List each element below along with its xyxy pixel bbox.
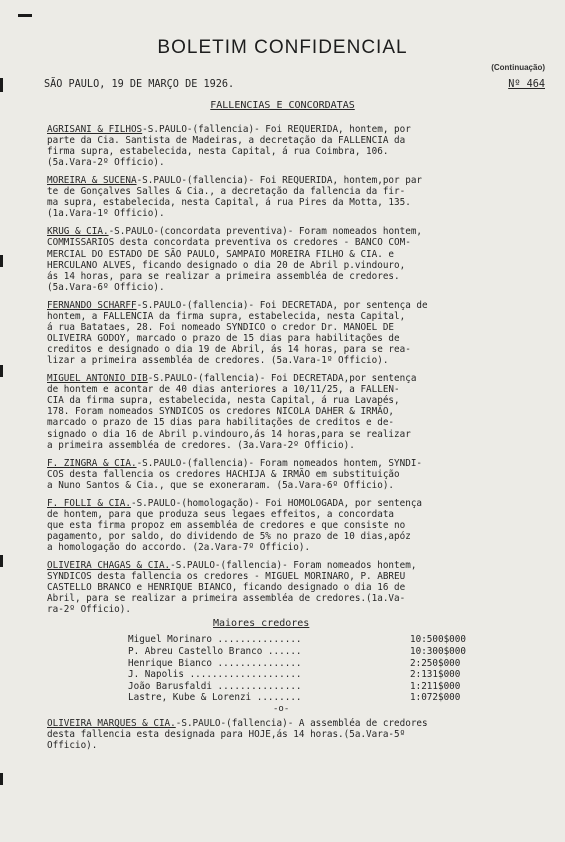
margin-mark xyxy=(0,773,3,785)
creditor-amount: 2:250$000 xyxy=(410,657,461,669)
entry xyxy=(47,175,557,219)
entry-text: Officio). xyxy=(47,740,98,752)
creditor-amount: 2:131$000 xyxy=(410,669,461,681)
section-title: FALLENCIAS E CONCORDATAS xyxy=(210,100,355,111)
entry-text: ás 14 horas, para se realizar a primeira assembléa de credores. xyxy=(47,270,400,282)
creditors-table xyxy=(47,634,557,704)
creditor-row xyxy=(47,669,557,681)
creditors-heading: Maiores credores xyxy=(213,618,310,630)
entry xyxy=(47,560,557,615)
firm-name: F. FOLLI & CIA. xyxy=(47,497,131,509)
creditor-row xyxy=(47,681,557,693)
entry-text: te de Gonçalves Salles & Cia., a decretação da fallencia da fir- xyxy=(47,186,406,198)
creditor-row xyxy=(47,634,557,646)
entry-text: a Nuno Santos & Cia., que se exoneraram. (5a.Vara-6º Officio). xyxy=(47,479,395,491)
entry-text: pagamento, por saldo, do dividendo de 5% no prazo de 10 dias,apóz xyxy=(47,530,411,542)
entry-text: de hontem, para que produza seus legaes effeitos, a concordata xyxy=(47,508,395,520)
creditor-amount: 1:072$000 xyxy=(410,692,461,704)
creditor-row xyxy=(47,692,557,704)
entry-text: á rua Batataes, 28. Foi nomeado SYNDICO o credor Dr. MANOEL DE xyxy=(47,321,395,333)
entry-text: firma supra, estabelecida, nesta Capital, á rua Coimbra, 106. xyxy=(47,146,389,158)
entry xyxy=(47,373,557,451)
document-title: BOLETIM CONFIDENCIAL xyxy=(157,37,408,58)
entry-text: (1a.Vara-1º Officio). xyxy=(47,208,165,220)
entry-text: HERCULANO ALVES, ficando designado o dia 20 de Abril p.vindouro, xyxy=(47,259,406,271)
creditor-amount: 10:500$000 xyxy=(410,634,466,646)
entry-text: -S.PAULO-(concordata preventiva)- Foram nomeados hontem, xyxy=(108,226,423,238)
entry-text: que esta firma propoz em assembléa de credores e que consiste no xyxy=(47,519,406,531)
margin-mark xyxy=(0,365,3,377)
entry-text: -S.PAULO-(fallencia)- Foi REQUERIDA, hontem,por par xyxy=(136,175,423,187)
entry xyxy=(47,498,557,553)
creditor-row xyxy=(47,658,557,670)
entry-text: marcado o prazo de 15 dias para habilitações de creditos e de- xyxy=(47,417,395,429)
entry xyxy=(47,718,557,751)
entry xyxy=(47,124,557,168)
firm-name: MOREIRA & SUCENA xyxy=(47,175,137,187)
entry-text: ma supra, estabelecida, nesta Capital, á rua Pires da Motta, 135. xyxy=(47,197,411,209)
creditor-name: P. Abreu Castello Branco ...... xyxy=(128,645,302,657)
entry-text: -S.PAULO-(homologação)- Foi HOMOLOGADA, por sentença xyxy=(130,497,423,509)
entry-text: 178. Foram nomeados SYNDICOS os credores NICOLA DAHER & IRMÃO, xyxy=(47,406,395,418)
margin-mark xyxy=(0,555,3,567)
creditor-row xyxy=(47,646,557,658)
entry-text: (5a.Vara-2º Officio). xyxy=(47,157,165,169)
entry-text: COMMISSARIOS desta concordata preventiva os credores - BANCO COM- xyxy=(47,237,411,249)
entry-text: MERCIAL DO ESTADO DE SÃO PAULO, SAMPAIO MOREIRA FILHO & CIA. e xyxy=(47,248,395,260)
entry-text: parte da Cia. Santista de Madeiras, a decretação da FALLENCIA da xyxy=(47,135,406,147)
creditor-amount: 1:211$000 xyxy=(410,680,461,692)
creditor-name: Miguel Morinaro ............... xyxy=(128,634,302,646)
margin-mark xyxy=(0,78,3,92)
firm-name: OLIVEIRA MARQUES & CIA. xyxy=(47,717,176,729)
margin-mark xyxy=(0,255,3,267)
entry xyxy=(47,226,557,293)
entry-text: ra-2º Officio). xyxy=(47,604,131,616)
place-date: SÃO PAULO, 19 DE MARÇO DE 1926. xyxy=(44,79,235,90)
entry-text: SYNDICOS desta fallencia os credores - MIGUEL MORINARO, P. ABREU xyxy=(47,570,406,582)
entry-text: -S.PAULO-(fallencia)- Foi DECRETADA,por sentença xyxy=(147,373,417,385)
entry-text: -S.PAULO-(fallencia)- Foram nomeados hontem, xyxy=(170,559,417,571)
entry xyxy=(47,458,557,491)
entry-text: lizar a primeira assembléa de credores. (5a.Vara-1º Officio). xyxy=(47,355,389,367)
creditor-name: J. Napolis .................... xyxy=(128,669,302,681)
entry-text: a homologação do accordo. (2a.Vara-7º Officio). xyxy=(47,541,311,553)
entry-text: signado o dia 16 de Abril p.vindouro,ás 14 horas,para se realizar xyxy=(47,428,411,440)
entry-text: CIA da firma supra, estabelecida, nesta Capital, á rua Lavapés, xyxy=(47,395,400,407)
entry-text: -S.PAULO-(fallencia)- A assembléa de credores xyxy=(175,717,428,729)
entries-list xyxy=(47,124,557,758)
continuation-label: (Continuação) xyxy=(491,63,545,72)
creditor-name: João Barusfaldi ............... xyxy=(128,680,302,692)
entry-text: -S.PAULO-(fallencia)- Foi DECRETADA, por sentença de xyxy=(136,299,428,311)
creditor-name: Henrique Bianco ............... xyxy=(128,657,302,669)
punch-hole-mark xyxy=(18,14,32,17)
separator: -o- xyxy=(273,703,290,714)
entry-text: a primeira assembléa de credores. (3a.Vara-2º Officio). xyxy=(47,439,355,451)
entry-text: -S.PAULO-(fallencia)- Foram nomeados hontem, SYNDI- xyxy=(136,457,423,469)
bulletin-number: Nº 464 xyxy=(508,79,545,90)
entry xyxy=(47,300,557,367)
entry-text: OLIVEIRA GODOY, marcado o prazo de 15 dias para habilitações de xyxy=(47,332,400,344)
entry-text: Abril, para se realizar a primeira assembléa de credores.(1a.Va- xyxy=(47,593,406,605)
entry-text: de hontem e acontar de 40 dias anteriores a 10/11/25, a FALLEN- xyxy=(47,384,400,396)
entry-text: (5a.Vara-6º Officio). xyxy=(47,281,165,293)
creditor-name: Lastre, Kube & Lorenzi ........ xyxy=(128,692,302,704)
entry-text: desta fallencia esta designada para HOJE,ás 14 horas.(5a.Vara-5º xyxy=(47,728,406,740)
firm-name: AGRISANI & FILHOS xyxy=(47,124,143,135)
entry-text: hontem, a FALLENCIA da firma supra, estabelecida, nesta Capital, xyxy=(47,310,406,322)
entry-text: creditos e designado o dia 19 de Abril, ás 14 horas, para se rea- xyxy=(47,344,411,356)
entry-text: -S.PAULO-(fallencia)- Foi REQUERIDA, hontem, por xyxy=(142,124,411,135)
firm-name: OLIVEIRA CHAGAS & CIA. xyxy=(47,559,171,571)
firm-name: F. ZINGRA & CIA. xyxy=(47,457,137,469)
firm-name: FERNANDO SCHARFF xyxy=(47,299,137,311)
firm-name: KRUG & CIA. xyxy=(47,226,109,238)
entry-text: COS desta fallencia os credores HACHIJA & IRMÃO em substituição xyxy=(47,468,400,480)
creditor-amount: 10:300$000 xyxy=(410,645,466,657)
firm-name: MIGUEL ANTONIO DIB xyxy=(47,373,148,385)
entry-text: CASTELLO BRANCO e HENRIQUE BIANCO, ficando designado o dia 16 de xyxy=(47,582,406,594)
